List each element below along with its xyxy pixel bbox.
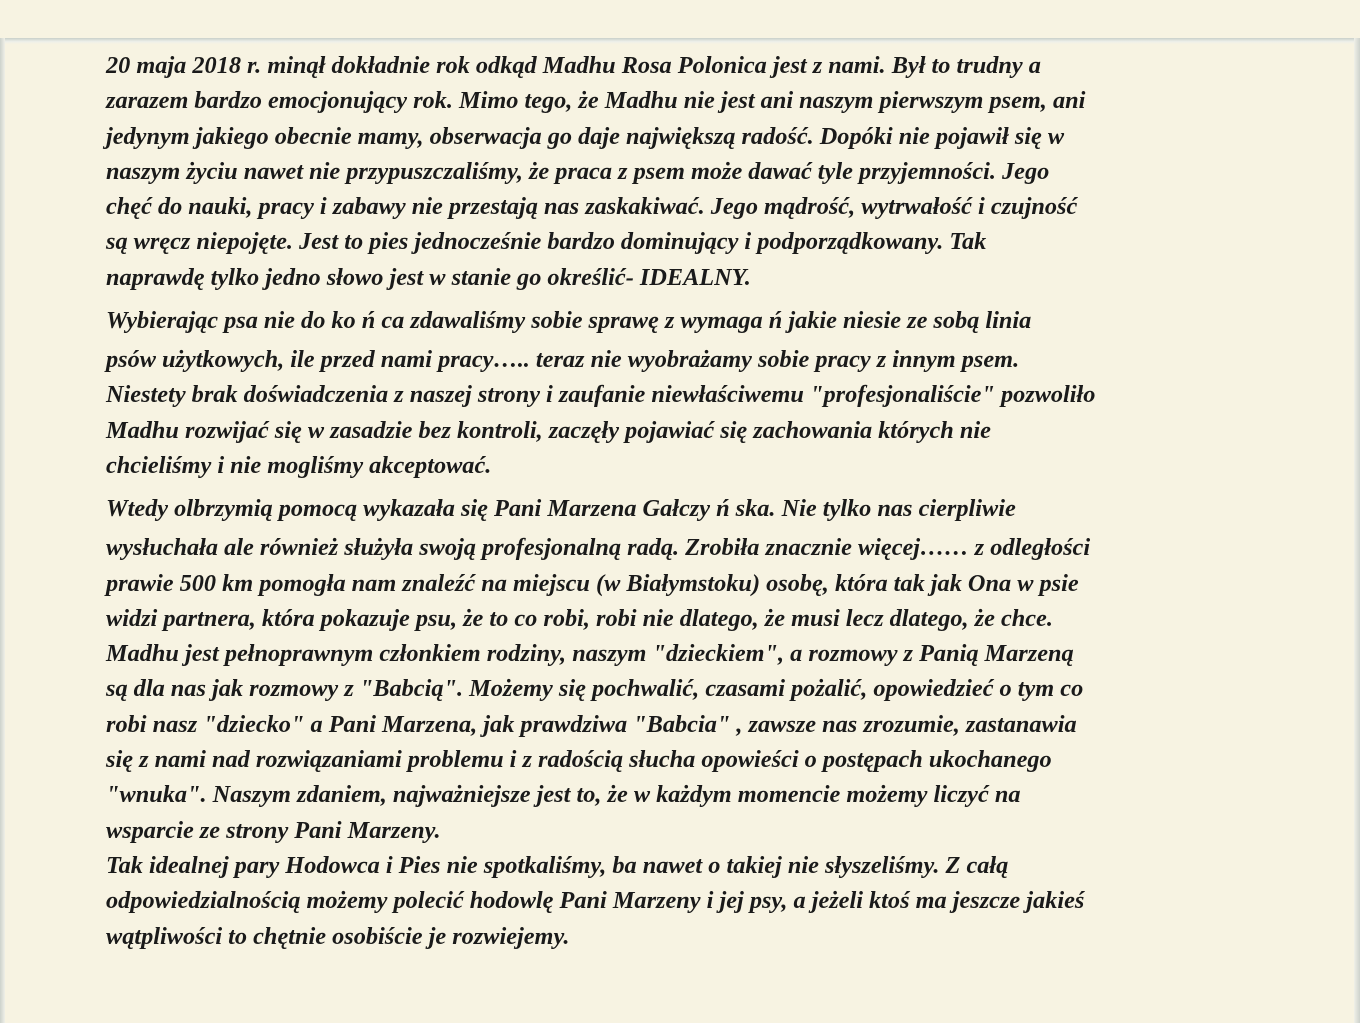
text-line: psów użytkowych, ile przed nami pracy….. teraz nie wyobrażamy sobie pracy z innym psem.	[106, 346, 1020, 374]
text-line: Wybierając psa nie do ko ń ca zdawaliśmy sobie sprawę z wymaga ń jakie niesie ze sobą linia	[106, 307, 1032, 335]
text-line: odpowiedzialnością możemy polecić hodowlę Pani Marzeny i jej psy, a jeżeli ktoś ma jeszcze jakieś	[106, 887, 1085, 915]
text-line: Madhu rozwijać się w zasadzie bez kontroli, zaczęły pojawiać się zachowania których nie	[106, 416, 991, 444]
text-line: widzi partnera, która pokazuje psu, że to co robi, robi nie dlatego, że musi lecz dlatego, że chce.	[106, 604, 1053, 632]
text-line: są dla nas jak rozmowy z "Babcią". Możemy się pochwalić, czasami pożalić, opowiedzieć o tym co	[106, 675, 1084, 703]
text-line: chcieliśmy i nie mogliśmy akceptować.	[106, 451, 492, 479]
text-line: chęć do nauki, pracy i zabawy nie przestają nas zaskakiwać. Jego mądrość, wytrwałość i czujność	[106, 193, 1078, 221]
text-line: są wręcz niepojęte. Jest to pies jednocześnie bardzo dominujący i podporządkowany. Tak	[106, 228, 987, 256]
paragraph-choosing-dog	[106, 300, 1306, 483]
paragraph-first-year	[106, 48, 1306, 295]
text-line: jedynym jakiego obecnie mamy, obserwacja go daje największą radość. Dopóki nie pojawił się w	[106, 122, 1065, 150]
text-line: wysłuchała ale również służyła swoją profesjonalną radą. Zrobiła znacznie więcej…… z odległości	[106, 534, 1091, 562]
frame-left-border	[0, 38, 5, 1023]
text-line: wątpliwości to chętnie osobiście je rozwiejemy.	[106, 922, 570, 950]
text-line: się z nami nad rozwiązaniami problemu i z radością słucha opowieści o postępach ukochanego	[106, 746, 1052, 774]
text-line: zarazem bardzo emocjonujący rok. Mimo tego, że Madhu nie jest ani naszym pierwszym psem, ani	[106, 87, 1086, 115]
testimonial-letter	[106, 48, 1306, 959]
text-line: Wtedy olbrzymią pomocą wykazała się Pani Marzena Gałczy ń ska. Nie tylko nas cierpliwie	[106, 495, 1016, 523]
text-line: "wnuka". Naszym zdaniem, najważniejsze jest to, że w każdym momencie możemy liczyć na	[106, 781, 1021, 809]
text-line: naszym życiu nawet nie przypuszczaliśmy, że praca z psem może dawać tyle przyjemności. Jego	[106, 157, 1050, 185]
text-line: Niestety brak doświadczenia z naszej strony i zaufanie niewłaściwemu "profesjonaliście" pozwoliło	[106, 381, 1096, 409]
text-line: 20 maja 2018 r. minął dokładnie rok odkąd Madhu Rosa Polonica jest z nami. Był to trudny a	[106, 52, 1041, 79]
text-line: wsparcie ze strony Pani Marzeny.	[106, 816, 441, 844]
text-line: naprawdę tylko jedno słowo jest w stanie go określić- IDEALNY.	[106, 263, 751, 291]
frame-top-border	[0, 38, 1360, 44]
text-line: Madhu jest pełnoprawnym członkiem rodziny, naszym "dzieckiem", a rozmowy z Panią Marzeną	[106, 640, 1074, 668]
frame-right-border	[1354, 38, 1360, 1023]
text-line: robi nasz "dziecko" a Pani Marzena, jak prawdziwa "Babcia" , zawsze nas zrozumie, zastanawia	[106, 710, 1077, 738]
text-line: prawie 500 km pomogła nam znaleźć na miejscu (w Białymstoku) osobę, która tak jak Ona w psie	[106, 569, 1079, 597]
paragraph-breeder-help	[106, 488, 1306, 954]
text-line: Tak idealnej pary Hodowca i Pies nie spotkaliśmy, ba nawet o takiej nie słyszeliśmy. Z całą	[106, 851, 1009, 879]
